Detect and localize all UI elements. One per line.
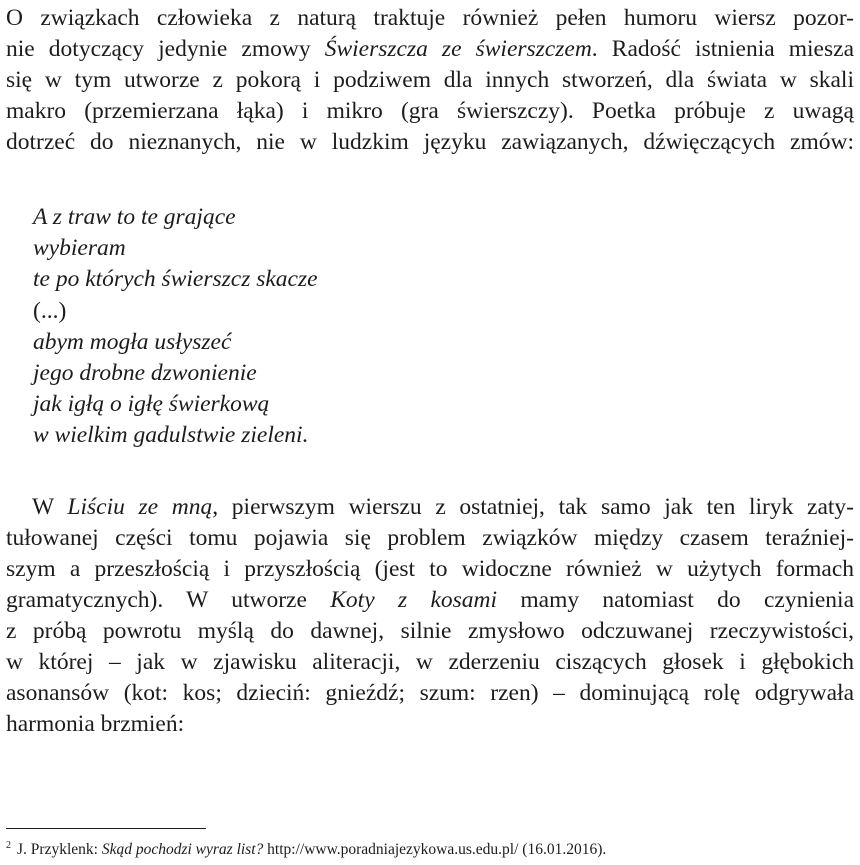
paragraph-line	[6, 492, 854, 523]
footnote	[6, 836, 606, 860]
paragraph-line: szym a przeszłością i przyszłością (jest to widoczne również w użytych formach	[6, 556, 854, 582]
poem-verse: w wielkim gadulstwie zieleni.	[33, 422, 309, 449]
text-run: , pierwszym wierszu z ostatniej, tak samo jak ten liryk zaty-	[212, 494, 855, 520]
text-run: . Radość istnienia miesza	[591, 36, 854, 62]
text-run: nie dotyczący jedynie zmowy	[6, 36, 325, 62]
paragraph-line: makro (przemierzana łąka) i mikro (gra świerszczy). Poetka próbuje z uwagą	[6, 98, 854, 124]
footnote-source: http://www.poradniajezykowa.us.edu.pl/ (16.01.2016).	[263, 841, 607, 858]
poem-verse: jego drobne dzwonienie	[33, 360, 257, 387]
poem-title-lisciu: Liściu ze mną	[67, 494, 213, 520]
text-run: mamy natomiast do czynienia	[497, 587, 854, 613]
poem-verse: abym mogła usłyszeć	[33, 328, 232, 355]
paragraph-line: się w tym utworze z pokorą i podziwem dla innych stworzeń, dla świata w skali	[6, 67, 854, 93]
poem-verse: te po których świerszcz skacze	[33, 266, 318, 293]
paragraph-line: O związkach człowieka z naturą traktuje również pełen humoru wiersz pozor-	[6, 5, 854, 31]
paragraph-line: z próbą powrotu myślą do dawnej, silnie zmysłowo odczuwanej rzeczywistości,	[6, 618, 854, 644]
paragraph-line: asonansów (kot: kos; dzieciń: gnieźdź; szum: rzen) – dominującą rolę odgrywała	[6, 680, 854, 706]
paragraph-main	[6, 492, 854, 740]
poem-verse: wybieram	[33, 235, 126, 262]
paragraph-intro	[6, 3, 854, 158]
poem-verse: A z traw to te grające	[33, 204, 236, 230]
footnote-author: J. Przyklenk:	[17, 841, 102, 858]
paragraph-line	[6, 34, 854, 65]
poem-quotation	[33, 202, 318, 452]
paragraph-line: w której – jak w zjawisku aliteracji, w zderzeniu ciszących głosek i głębokich	[6, 649, 854, 675]
paragraph-line	[6, 585, 854, 616]
poem-verse: (...)	[33, 297, 67, 324]
poem-title-koty: Koty z kosami	[330, 587, 498, 613]
paragraph-line: harmonia brzmień:	[6, 711, 185, 737]
text-run: W	[32, 494, 68, 520]
footnote-marker: 2	[6, 840, 11, 851]
footnote-title: Skąd pochodzi wyraz list?	[101, 841, 264, 858]
paragraph-line: dotrzeć do nieznanych, nie w ludzkim języku zawiązanych, dźwięczących zmów:	[6, 129, 854, 155]
footnote-divider	[6, 828, 206, 829]
text-run: gramatycznych). W utworze	[6, 587, 331, 613]
paragraph-line: tułowanej części tomu pojawia się problem związków między czasem teraźniej-	[6, 525, 854, 551]
poem-verse: jak igłą o igłę świerkową	[33, 391, 270, 418]
poem-title-swierszcza: Świerszcza ze świerszczem	[324, 36, 592, 62]
